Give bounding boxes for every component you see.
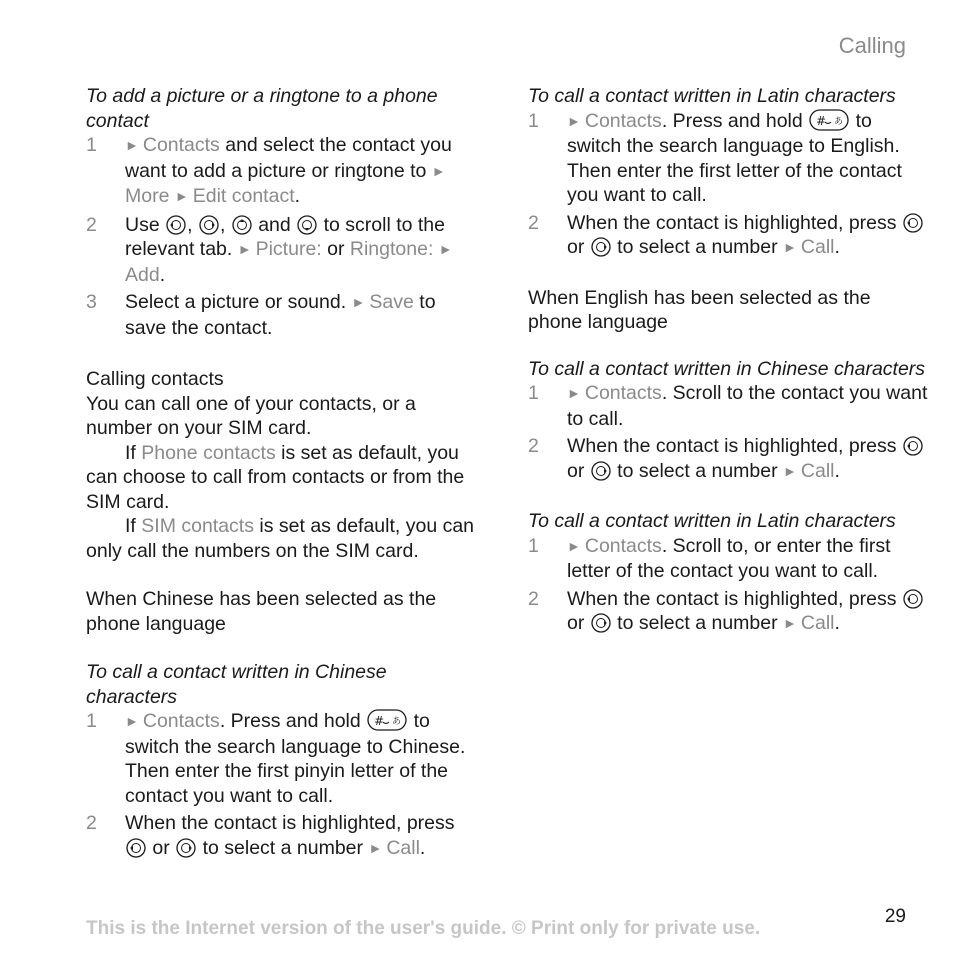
step-text: [567, 381, 928, 431]
step-text-part: to switch the search language to Chinese. Then enter the first pinyin letter of the contact you want to call.: [125, 710, 466, 807]
step-text: [125, 290, 476, 340]
step-number: 1: [528, 109, 539, 132]
spacer: [528, 264, 928, 286]
menu-link: Contacts: [584, 382, 662, 404]
step-text-part: to scroll to the relevant tab.: [125, 213, 445, 260]
nav-down-icon: [297, 215, 317, 235]
step-number: 3: [86, 291, 97, 313]
step-number: 1: [86, 710, 97, 732]
arrow-right-icon: ►: [174, 188, 189, 204]
right-column: [528, 84, 928, 640]
nav-left-icon: [903, 213, 923, 233]
instruction-title: To call a contact written in Latin characters: [528, 85, 896, 107]
step-text-part: or: [567, 459, 590, 482]
menu-link: Edit contact: [192, 185, 295, 207]
step-number: 2: [86, 213, 97, 236]
spacer: [528, 335, 928, 357]
step-text-part: .: [834, 612, 840, 634]
step-text-part: or: [321, 238, 350, 260]
step-text-part: to save the contact.: [125, 291, 436, 339]
arrow-right-icon: ►: [125, 137, 139, 153]
nav-left-icon: [126, 838, 146, 858]
arrow-right-icon: ►: [237, 241, 252, 257]
step-number: 2: [528, 211, 539, 234]
step-text-part: Select a picture or sound.: [125, 291, 352, 313]
section-heading: When Chinese has been selected as the phone language: [86, 588, 437, 635]
instruction-title: To call a contact written in Chinese characters: [86, 661, 387, 708]
section-heading: Calling contacts: [86, 368, 224, 390]
svg-text:あ: あ: [392, 717, 402, 727]
step-text-part: . Scroll to the contact you want to call.: [567, 382, 928, 430]
menu-link: SIM contacts: [141, 515, 254, 537]
step: [86, 811, 476, 861]
step-text: [567, 587, 928, 637]
menu-link: Ringtone:: [349, 238, 434, 260]
step-text: [567, 534, 928, 584]
menu-link: Picture:: [255, 238, 322, 260]
menu-link: Save: [369, 291, 414, 313]
arrow-right-icon: ►: [783, 462, 797, 479]
nav-left-icon: [903, 589, 923, 609]
step-number: 1: [86, 134, 97, 156]
step-text-part: When the contact is highlighted, press: [567, 435, 902, 457]
step-text: [567, 109, 928, 208]
arrow-right-icon: ►: [567, 537, 581, 554]
step-text-part: .: [419, 836, 426, 859]
hash-key-icon: [809, 109, 849, 131]
menu-link: Phone contacts: [141, 441, 276, 464]
step-text-part: ,: [219, 213, 231, 236]
step-text-part: .: [834, 236, 840, 258]
step-text: [125, 213, 476, 288]
step-text-part: .: [294, 185, 301, 207]
nav-right-icon: [591, 237, 611, 257]
step: [528, 587, 928, 637]
step-text-part: When the contact is highlighted, press: [125, 812, 455, 834]
step: [86, 709, 476, 808]
step-text-part: When the contact is highlighted, press: [567, 211, 902, 234]
menu-link: Contacts: [142, 134, 220, 156]
arrow-right-icon: ►: [783, 615, 797, 631]
svg-text:あ: あ: [834, 116, 844, 127]
paragraph-text: is set as default, you can only call the numbers on the SIM card.: [86, 515, 475, 562]
step-text-part: and select the contact you want to add a picture or ringtone to: [125, 134, 452, 182]
step-text-part: to switch the search language to English. Then enter the first letter of the contact you want to call.: [567, 109, 902, 206]
step-text-part: and: [252, 213, 297, 236]
section-heading: When English has been selected as the phone language: [528, 286, 871, 333]
hash-key-icon: [367, 709, 407, 731]
body-paragraph: [86, 514, 476, 563]
step-text: [125, 709, 476, 808]
step-text: [125, 133, 476, 210]
nav-right-icon: [199, 215, 219, 235]
step: [86, 213, 476, 288]
instruction-title: To add a picture or a ringtone to a phone contact: [86, 85, 438, 132]
arrow-right-icon: ►: [368, 839, 383, 856]
step-text-part: . Press and hold: [661, 109, 809, 132]
arrow-right-icon: ►: [567, 385, 581, 401]
step-text-part: to select a number: [611, 612, 784, 634]
step-text-part: . Press and hold: [219, 710, 367, 732]
arrow-right-icon: ►: [351, 294, 366, 310]
menu-link: Add: [125, 263, 160, 286]
step-text-part: or: [147, 836, 176, 859]
arrow-right-icon: ►: [783, 239, 797, 255]
menu-link: Call: [386, 836, 420, 859]
arrow-right-icon: ►: [567, 112, 581, 129]
step-text-part: to select a number: [197, 836, 369, 859]
menu-link: Call: [800, 459, 835, 482]
step: [528, 434, 928, 484]
step-text-part: When the contact is highlighted, press: [567, 587, 902, 610]
menu-link: Call: [800, 236, 835, 258]
nav-up-icon: [232, 215, 252, 235]
step-text-part: to select a number: [611, 236, 784, 258]
step: [86, 290, 476, 340]
body-paragraph: You can call one of your contacts, or a number on your SIM card.: [86, 392, 416, 439]
arrow-right-icon: ►: [438, 241, 453, 257]
svg-text:#: #: [816, 113, 827, 128]
step-text-part: or: [567, 612, 590, 634]
nav-right-icon: [591, 613, 611, 633]
body-paragraph: [86, 441, 476, 515]
nav-right-icon: [591, 461, 611, 481]
nav-left-icon: [166, 215, 186, 235]
spacer: [528, 487, 928, 509]
step: [528, 109, 928, 208]
left-column: [86, 84, 476, 864]
menu-link: More: [125, 185, 170, 207]
step: [528, 211, 928, 261]
step-text-part: Use: [125, 213, 166, 236]
spacer: [86, 636, 476, 660]
step-text: [125, 811, 476, 861]
step-text-part: .: [159, 263, 166, 286]
step-text-part: . Scroll to, or enter the first letter of the contact you want to call.: [567, 534, 891, 582]
step: [86, 133, 476, 210]
instruction-title: To call a contact written in Chinese characters: [528, 357, 926, 380]
menu-link: Contacts: [584, 534, 662, 557]
footer-notice: This is the Internet version of the user's guide. © Print only for private use.: [86, 918, 761, 939]
arrow-right-icon: ►: [125, 713, 139, 729]
step-number: 2: [528, 435, 539, 457]
step-number: 1: [528, 382, 539, 404]
step-text-part: to select a number: [611, 459, 784, 482]
menu-link: Call: [800, 612, 835, 634]
instruction-title: To call a contact written in Latin characters: [528, 510, 896, 532]
paragraph-text: is set as default, you can choose to call from contacts or from the SIM card.: [86, 441, 465, 513]
menu-link: Contacts: [584, 109, 662, 132]
paragraph-text: If: [125, 515, 142, 537]
spacer: [86, 343, 476, 367]
step-number: 2: [86, 812, 97, 834]
step: [528, 381, 928, 431]
step-text-part: .: [834, 459, 840, 482]
step-text-part: or: [567, 236, 590, 258]
step-text: [567, 434, 928, 484]
paragraph-text: If: [125, 441, 142, 464]
step-text: [567, 211, 928, 261]
step-number: 1: [528, 534, 539, 557]
step-text-part: ,: [187, 213, 198, 236]
step-number: 2: [528, 587, 539, 610]
nav-left-icon: [903, 436, 923, 456]
svg-text:#: #: [374, 714, 385, 728]
menu-link: Contacts: [142, 710, 220, 732]
step: [528, 534, 928, 584]
arrow-right-icon: ►: [431, 162, 446, 179]
spacer: [86, 563, 476, 587]
section-header: Calling: [838, 33, 906, 58]
page-number: 29: [884, 906, 906, 927]
nav-right-icon: [176, 838, 196, 858]
